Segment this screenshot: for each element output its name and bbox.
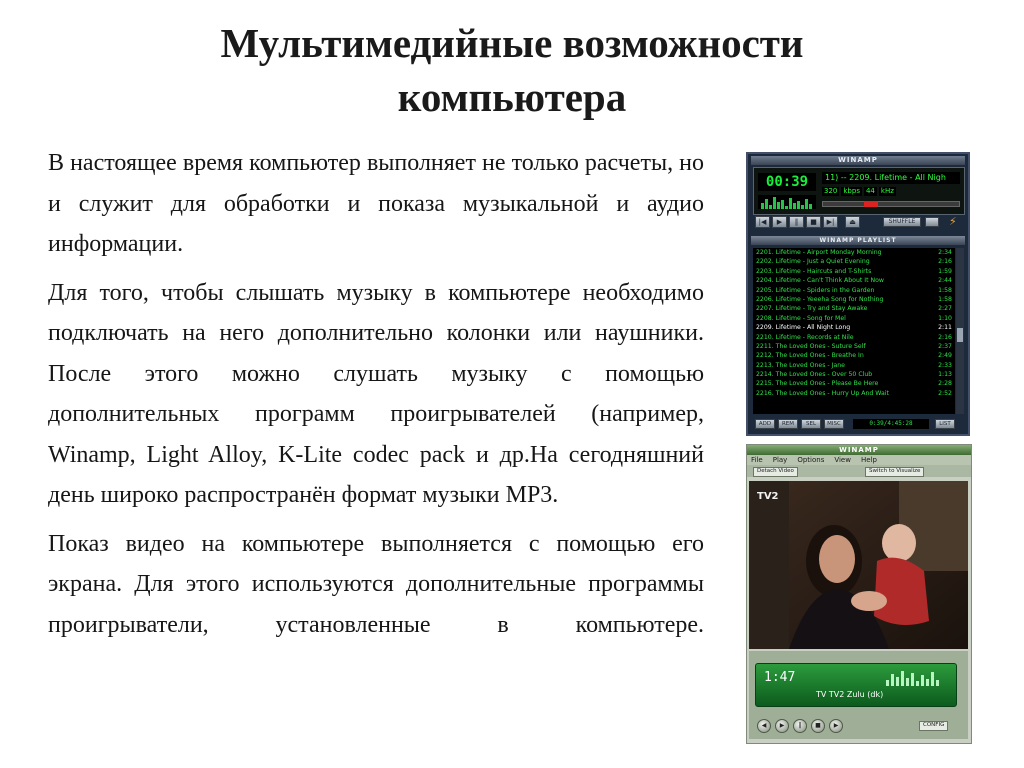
- playlist-item-duration: 2:37: [938, 342, 952, 350]
- video-menubar: [747, 455, 971, 465]
- playlist-item[interactable]: [753, 257, 955, 266]
- playlist-item-title: 2209. Lifetime - All Night Long: [756, 324, 851, 332]
- repeat-button[interactable]: [925, 217, 939, 227]
- playlist-item[interactable]: [753, 276, 955, 285]
- winamp-seek-thumb[interactable]: [864, 201, 878, 207]
- playlist-bottom-bar: [753, 417, 963, 431]
- menu-help[interactable]: Help: [860, 456, 877, 464]
- playlist-scroll-thumb[interactable]: [957, 328, 963, 342]
- playlist-item[interactable]: [753, 295, 955, 304]
- video-next-icon[interactable]: ▶: [829, 719, 843, 733]
- playlist-item-duration: 2:33: [938, 361, 952, 369]
- playlist-item-title: 2212. The Loved Ones - Breathe In: [756, 352, 864, 360]
- winamp-khz-unit: kHz: [880, 187, 894, 195]
- playlist-item-duration: 2:27: [938, 305, 952, 313]
- video-titlebar: WINAMP: [747, 445, 971, 455]
- playlist-item[interactable]: [753, 379, 955, 388]
- playlist-item-title: 2201. Lifetime - Airport Monday Morning: [756, 249, 882, 256]
- list-button[interactable]: LIST: [935, 419, 955, 429]
- paragraph-audio-intro: В настоящее время компьютер выполняет не только расчеты, но и служит для обработки и показа музыкальной и аудио информации.: [48, 150, 704, 257]
- prev-icon[interactable]: |◀: [755, 216, 770, 228]
- pause-icon[interactable]: ‖: [789, 216, 804, 228]
- playlist-item-title: 2214. The Loved Ones - Over 50 Club: [756, 371, 873, 379]
- sel-button[interactable]: SEL: [801, 419, 821, 429]
- winamp-seek-bar[interactable]: [822, 201, 960, 207]
- winamp-kbps: 320: [824, 187, 838, 195]
- playlist-item-duration: 2:49: [938, 352, 952, 360]
- playlist: [753, 248, 955, 414]
- winamp-time-display: 00:39: [758, 173, 816, 191]
- playlist-item-title: 2204. Lifetime - Can't Think About It Now: [756, 277, 884, 285]
- config-button[interactable]: CONFIG: [919, 721, 948, 731]
- playlist-item[interactable]: [753, 248, 955, 257]
- playlist-item[interactable]: [753, 333, 955, 342]
- winamp-khz: 44: [865, 187, 875, 195]
- video-display-panel: [755, 663, 957, 707]
- playlist-item[interactable]: [753, 304, 955, 313]
- video-stop-icon[interactable]: ■: [811, 719, 825, 733]
- playlist-item-duration: 2:11: [938, 324, 952, 332]
- video-visualizer: [884, 668, 944, 686]
- menu-view[interactable]: View: [834, 456, 851, 464]
- winamp-kbps-unit: kbps: [843, 187, 860, 195]
- playlist-titlebar: WINAMP PLAYLIST: [751, 236, 965, 245]
- playlist-item-title: 2206. Lifetime - Yeeeha Song for Nothing: [756, 295, 884, 303]
- playlist-item-title: 2202. Lifetime - Just a Quiet Evening: [756, 258, 870, 266]
- playlist-item-duration: 2:16: [938, 333, 952, 341]
- playlist-item[interactable]: [753, 342, 955, 351]
- playlist-item[interactable]: [753, 267, 955, 276]
- playlist-item[interactable]: [753, 314, 955, 323]
- shuffle-button[interactable]: SHUFFLE: [883, 217, 921, 227]
- menu-play[interactable]: Play: [772, 456, 788, 464]
- playlist-item[interactable]: [753, 361, 955, 370]
- playlist-item-title: 2205. Lifetime - Spiders in the Garden: [756, 286, 875, 294]
- menu-options[interactable]: Options: [797, 456, 825, 464]
- playlist-item-title: 2216. The Loved Ones - Hurry Up And Wait: [756, 389, 889, 397]
- winamp-main-display: [753, 167, 965, 215]
- playlist-item-title: 2215. The Loved Ones - Please Be Here: [756, 380, 879, 388]
- playlist-item[interactable]: [753, 323, 955, 332]
- video-pause-icon[interactable]: ‖: [793, 719, 807, 733]
- video-prev-icon[interactable]: ◀: [757, 719, 771, 733]
- svg-text:TV2: TV2: [757, 491, 779, 502]
- video-song-title: TV TV2 Zulu (dk): [816, 690, 884, 699]
- playlist-item[interactable]: [753, 370, 955, 379]
- misc-button[interactable]: MISC: [824, 419, 844, 429]
- winamp-track-marquee: 11) -- 2209. Lifetime - All Nigh: [822, 172, 960, 184]
- video-frame-image: [749, 481, 968, 649]
- playlist-item[interactable]: [753, 286, 955, 295]
- winamp-visualizer: [758, 195, 816, 209]
- playlist-scrollbar[interactable]: [956, 248, 964, 414]
- video-frame: [749, 481, 968, 649]
- playlist-item[interactable]: [753, 351, 955, 360]
- paragraph-video: Показ видео на компьютере выполняется с помощью его экрана. Для этого используются дополнительные программы проигрыватели, установленные в компьютере.: [48, 530, 704, 638]
- winamp-titlebar: WINAMP: [751, 156, 965, 165]
- winamp-controls: [753, 216, 963, 230]
- playlist-item-duration: 1:58: [938, 295, 952, 303]
- video-toolbar: [747, 465, 971, 477]
- playlist-item-title: 2207. Lifetime - Try and Stay Awake: [756, 305, 868, 313]
- playlist-item-duration: 1:10: [938, 314, 952, 322]
- playlist-item-duration: 1:58: [938, 286, 952, 294]
- winamp-bitrate-info: [822, 187, 898, 196]
- detach-video-button[interactable]: Detach Video: [753, 467, 798, 477]
- video-play-icon[interactable]: ▶: [775, 719, 789, 733]
- playlist-item-duration: 1:59: [938, 267, 952, 275]
- playlist-item-duration: 2:16: [938, 258, 952, 266]
- playlist-item-title: 2211. The Loved Ones - Suture Self: [756, 342, 866, 350]
- winamp-video-player: [746, 444, 972, 744]
- stop-icon[interactable]: ■: [806, 216, 821, 228]
- paragraph-music-players: Для того, чтобы слышать музыку в компьютере необходимо подключать на него дополнительно колонки или наушники. После этого можно слушать музыку с помощью дополнительных программ проигрывателей (например, Winamp, Light Alloy, K-Lite codec pack и др.На сегодняшний день широко распространён формат музыки MP3.: [48, 279, 704, 508]
- playlist-item-duration: 2:34: [938, 249, 952, 256]
- winamp-logo-icon: ⚡: [949, 215, 957, 228]
- eject-icon[interactable]: ⏏: [845, 216, 860, 228]
- video-control-area: [749, 651, 968, 739]
- playlist-item-duration: 2:28: [938, 380, 952, 388]
- rem-button[interactable]: REM: [778, 419, 798, 429]
- switch-visualize-button[interactable]: Switch to Visualize: [865, 467, 924, 477]
- body-text: [48, 143, 704, 653]
- playlist-item-duration: 2:44: [938, 277, 952, 285]
- video-time-display: 1:47: [764, 670, 796, 685]
- playlist-item-title: 2213. The Loved Ones - Jane: [756, 361, 845, 369]
- playlist-item-title: 2210. Lifetime - Records at Nile: [756, 333, 854, 341]
- playlist-item-title: 2203. Lifetime - Haircuts and T-Shirts: [756, 267, 872, 275]
- menu-file[interactable]: File: [751, 456, 763, 464]
- playlist-item-title: 2208. Lifetime - Song for Mel: [756, 314, 846, 322]
- page-title: Мультимедийные возможности компьютера: [220, 20, 804, 120]
- playlist-item[interactable]: [753, 389, 955, 398]
- next-icon[interactable]: ▶|: [823, 216, 838, 228]
- playlist-time: 0:39/4:45:28: [853, 419, 929, 429]
- play-icon[interactable]: ▶: [772, 216, 787, 228]
- add-button[interactable]: ADD: [755, 419, 775, 429]
- playlist-item-duration: 2:52: [938, 389, 952, 397]
- playlist-item-duration: 1:13: [938, 371, 952, 379]
- winamp-audio-player: [746, 152, 970, 436]
